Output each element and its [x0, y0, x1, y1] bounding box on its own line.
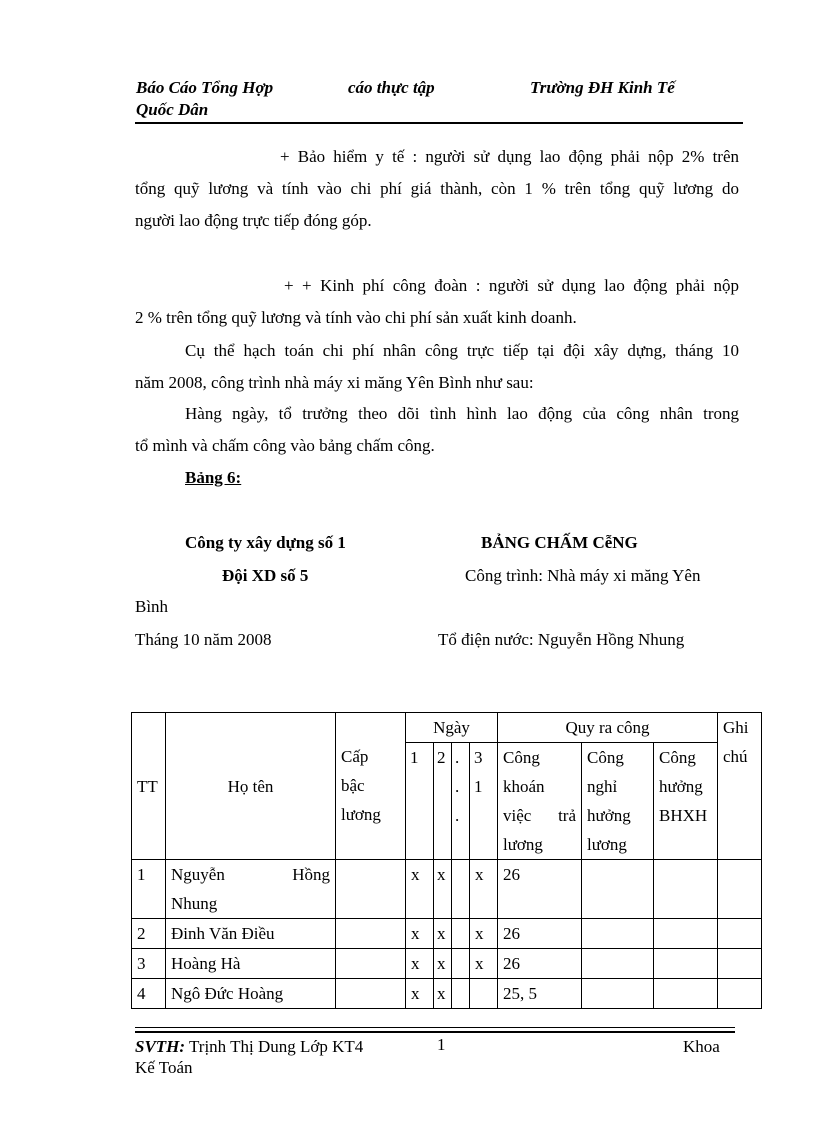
header-title-left: Báo Cáo Tổng Hợp: [136, 78, 274, 97]
header-quy-ra-cong: Quy ra công: [498, 713, 718, 743]
cell-day-2: x: [434, 979, 452, 1009]
text-line: tổ mình và chấm công vào bảng chấm công.: [135, 436, 435, 455]
text-line: + + Kinh phí công đoàn : người sử dụng lao động phải nộp: [284, 276, 739, 295]
project-name: Công trình: Nhà máy xi măng Yên: [465, 566, 701, 585]
table-row: [132, 860, 762, 919]
header-day-1: 1: [406, 743, 434, 860]
table-header-row: [132, 713, 762, 743]
cell-day-1: x: [406, 860, 434, 919]
cell-day-dots: [452, 860, 470, 919]
cell-grade: [336, 860, 406, 919]
paragraph-health-insurance: [135, 141, 739, 237]
text-line: Cụ thể hạch toán chi phí nhân công trực tiếp tại đội xây dựng, tháng 10: [185, 341, 739, 360]
attendance-table: [131, 712, 762, 1009]
cell-cong-bhxh: [654, 949, 718, 979]
month-label: Tháng 10 năm 2008: [135, 630, 272, 649]
cell-tt: 4: [132, 979, 166, 1009]
cell-cong-nghi: [582, 979, 654, 1009]
cell-cong-bhxh: [654, 919, 718, 949]
cell-name: Đinh Văn Điều: [166, 919, 336, 949]
cell-day-dots: [452, 919, 470, 949]
cell-tt: 2: [132, 919, 166, 949]
text-line: + Bảo hiểm y tế : người sử dụng lao động phải nộp 2% trên: [280, 147, 739, 166]
cell-note: [718, 919, 762, 949]
table-row: [132, 979, 762, 1009]
header-title-middle: cáo thực tập: [348, 78, 435, 97]
cell-grade: [336, 919, 406, 949]
header-cong-khoan: Công khoán việc trả lương: [498, 743, 582, 860]
cell-day-31: x: [470, 949, 498, 979]
cell-note: [718, 979, 762, 1009]
footer-student: [135, 1037, 363, 1057]
cell-day-31: x: [470, 919, 498, 949]
header-day-31: 3 1: [470, 743, 498, 860]
cell-cong-khoan: 25, 5: [498, 979, 582, 1009]
header-day-dots: . . .: [452, 743, 470, 860]
cell-cong-khoan: 26: [498, 949, 582, 979]
header-title-left-cont: Quốc Dân: [136, 100, 209, 119]
table-caption: Bảng 6:: [185, 468, 242, 487]
header-name: Họ tên: [166, 713, 336, 860]
paragraph-accounting: [135, 335, 739, 399]
footer-rule-bottom: [135, 1031, 735, 1033]
cell-cong-khoan: 26: [498, 919, 582, 949]
footer-svth-text: Trịnh Thị Dung Lớp KT4: [185, 1037, 364, 1056]
cell-cong-khoan: 26: [498, 860, 582, 919]
page-number: 1: [437, 1035, 446, 1054]
text-line: tổng quỹ lương và tính vào chi phí giá thành, còn 1 % trên tổng quỹ lương do: [135, 179, 739, 198]
cell-day-dots: [452, 979, 470, 1009]
header-rule: [135, 122, 743, 124]
cell-day-1: x: [406, 979, 434, 1009]
cell-grade: [336, 949, 406, 979]
cell-cong-nghi: [582, 919, 654, 949]
cell-cong-bhxh: [654, 979, 718, 1009]
cell-day-1: x: [406, 919, 434, 949]
cell-day-2: x: [434, 919, 452, 949]
company-name: Công ty xây dựng số 1: [185, 533, 346, 552]
footer-svth-label: SVTH:: [135, 1037, 186, 1056]
cell-day-31: [470, 979, 498, 1009]
cell-day-dots: [452, 949, 470, 979]
header-note: Ghi chú: [718, 713, 762, 860]
cell-note: [718, 860, 762, 919]
header-university: Trường ĐH Kinh Tế: [530, 78, 675, 97]
cell-cong-nghi: [582, 949, 654, 979]
cell-tt: 1: [132, 860, 166, 919]
group-label: Tổ điện nước: Nguyễn Hồng Nhung: [438, 630, 685, 649]
cell-note: [718, 949, 762, 979]
cell-day-2: x: [434, 860, 452, 919]
cell-day-31: x: [470, 860, 498, 919]
text-line: năm 2008, công trình nhà máy xi măng Yên Bình như sau:: [135, 373, 534, 392]
table-row: [132, 919, 762, 949]
header-days: Ngày: [406, 713, 498, 743]
footer-faculty: Khoa: [683, 1037, 720, 1056]
form-title: BẢNG CHẤM CễNG: [481, 533, 638, 552]
cell-name: Ngô Đức Hoàng: [166, 979, 336, 1009]
cell-day-2: x: [434, 949, 452, 979]
cell-grade: [336, 979, 406, 1009]
text-line: người lao động trực tiếp đóng góp.: [135, 211, 372, 230]
header-day-2: 2: [434, 743, 452, 860]
project-name-cont: Bình: [135, 597, 169, 616]
footer-faculty-cont: Kế Toán: [135, 1058, 193, 1077]
team-name: Đội XD số 5: [222, 566, 309, 585]
header-cong-bhxh: Công hưởng BHXH: [654, 743, 718, 860]
text-line: 2 % trên tổng quỹ lương và tính vào chi phí sản xuất kinh doanh.: [135, 308, 577, 327]
header-cong-nghi: Công nghỉ hưởng lương: [582, 743, 654, 860]
paragraph-daily: [135, 398, 739, 462]
cell-tt: 3: [132, 949, 166, 979]
text-line: Hàng ngày, tổ trưởng theo dõi tình hình lao động của công nhân trong: [185, 404, 739, 423]
header-tt: TT: [132, 713, 166, 860]
paragraph-union-fee: [135, 270, 739, 334]
header-grade: Cấp bậc lương: [336, 713, 406, 860]
cell-cong-nghi: [582, 860, 654, 919]
footer-rule-top: [135, 1027, 735, 1028]
cell-day-1: x: [406, 949, 434, 979]
cell-name: Hoàng Hà: [166, 949, 336, 979]
cell-name: Nguyễn Hồng Nhung: [166, 860, 336, 919]
cell-cong-bhxh: [654, 860, 718, 919]
table-row: [132, 949, 762, 979]
